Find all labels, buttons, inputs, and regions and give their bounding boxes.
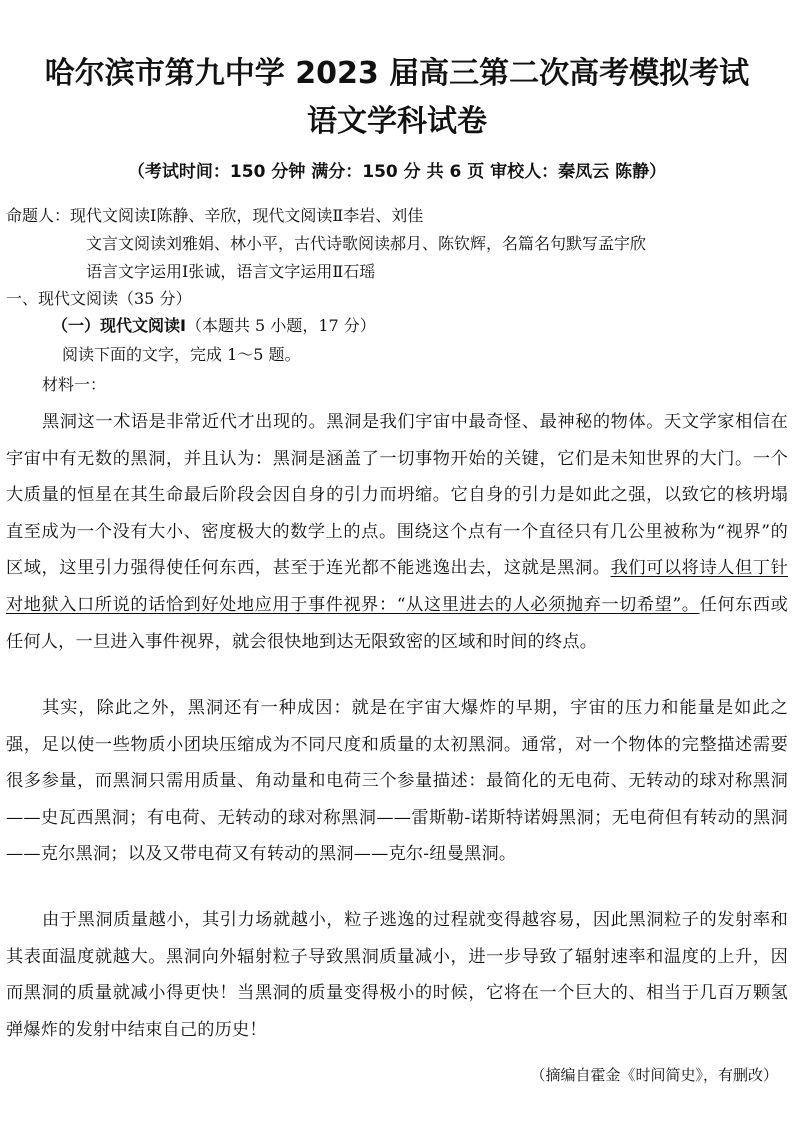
instruction: 阅读下面的文字，完成 1～5 题。	[62, 345, 301, 364]
subsection-heading-bold: （一）现代文阅读Ⅰ	[52, 316, 186, 335]
subsection-heading	[52, 313, 376, 336]
paragraph-3: 由于黑洞质量越小，其引力场就越小，粒子逃逸的过程就变得越容易，因此黑洞粒子的发射率和其表面温度就越大。黑洞向外辐射粒子导致黑洞质量减小，进一步导致了辐射速率和温度的上升，因而黑洞的质量就减小得更快！当黑洞的质量变得极小的时候，它将在一个巨大的、相当于几百万颗氢弹爆炸的发射中结束自己的历史！	[6, 910, 788, 1040]
exam-info: （考试时间：150 分钟 满分：150 分 共 6 页 审校人：秦凤云 陈静）	[127, 162, 667, 182]
subsection-heading-rest: （本题共 5 小题，17 分）	[185, 316, 376, 335]
underlined-sentence: 我们可以将诗人但丁针对地狱入口所说的话恰到好处地应用于事件视界：“从这里进去的人必须抛弃一切希望”。	[6, 558, 788, 615]
authors-line-3: 语言文字运用Ⅰ张诚，语言文字运用Ⅱ石瑶	[86, 262, 376, 281]
paragraph-1-text-b: 任何东西或任何人，一旦进入事件视界，就会很快地到达无限致密的区域和时间的终点。	[6, 594, 788, 652]
exam-subtitle: 语文学科试卷	[307, 104, 487, 139]
exam-title: 哈尔滨市第九中学 2023 届高三第二次高考模拟考试	[44, 56, 750, 91]
section-heading: 一、现代文阅读（35 分）	[6, 289, 192, 308]
source-citation: （摘编自霍金《时间简史》，有删改）	[530, 1066, 778, 1084]
material-label: 材料一：	[42, 375, 107, 394]
authors-line-2: 文言文阅读刘雅娟、林小平，古代诗歌阅读郝月、陈钦辉，名篇名句默写孟宇欣	[86, 234, 647, 253]
paragraph-1-text-a: 黑洞这一术语是非常近代才出现的。黑洞是我们宇宙中最奇怪、最神秘的物体。天文学家相信在宇宙中有无数的黑洞，并且认为：黑洞是涵盖了一切事物开始的关键，它们是未知世界的大门。一个大质量的恒星在其生命最后阶段会因自身的引力而坍缩。它自身的引力是如此之强，以致它的核坍塌直至成为一个没有大小、密度极大的数学上的点。围绕这个点有一个直径只有几公里被称为“视界”的区域，这里引力强得使任何东西，甚至于连光都不能逃逸出去，这就是黑洞。	[6, 412, 788, 579]
paragraph-1	[6, 404, 788, 660]
paragraph-2: 其实，除此之外，黑洞还有一种成因：就是在宇宙大爆炸的早期，宇宙的压力和能量是如此之强，足以使一些物质小团块压缩成为不同尺度和质量的太初黑洞。通常，对一个物体的完整描述需要很多参量，而黑洞只需用质量、角动量和电荷三个参量描述：最简化的无电荷、无转动的球对称黑洞——史瓦西黑洞；有电荷、无转动的球对称黑洞——雷斯勒-诺斯特诺姆黑洞；无电荷但有转动的黑洞——克尔黑洞；以及又带电荷又有转动的黑洞——克尔-纽曼黑洞。	[6, 698, 788, 865]
authors-line-1: 命题人：现代文阅读Ⅰ陈静、辛欣，现代文阅读Ⅱ李岩、刘佳	[6, 206, 424, 225]
